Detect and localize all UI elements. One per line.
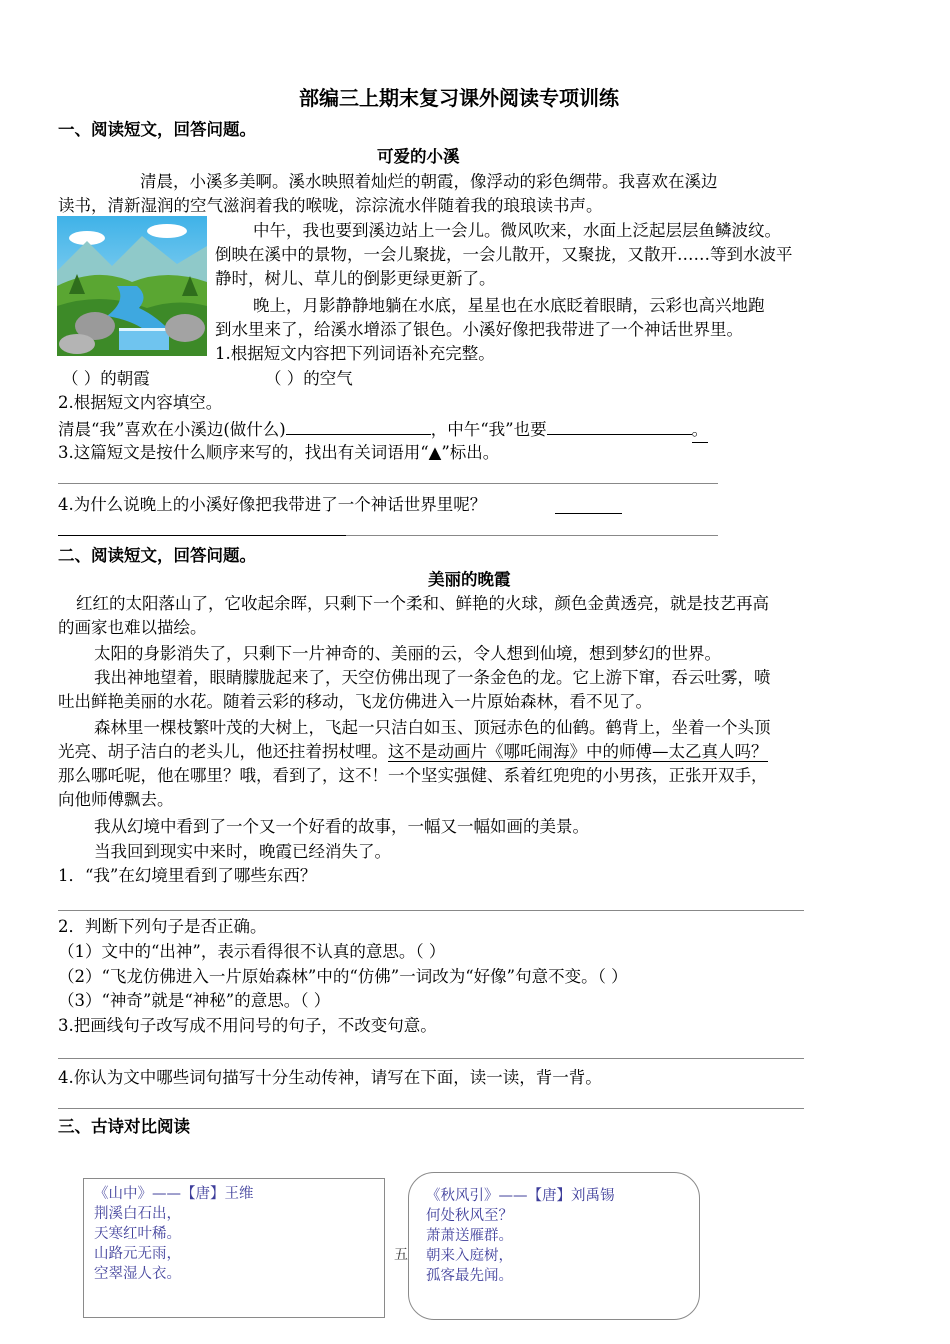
passage-1-line: 清晨，小溪多美啊。溪水映照着灿烂的朝霞，像浮动的彩色绸带。我喜欢在溪边 [140,172,718,191]
question-2-4: 4.你认为文中哪些词句描写十分生动传神，请写在下面，读一读，背一背。 [58,1068,602,1087]
poem-title: 《秋风引》——【唐】刘禹锡 [426,1188,615,1204]
passage-1-title: 可爱的小溪 [377,147,460,166]
answer-blank[interactable] [547,416,692,435]
passage-2-line: 那么哪吒呢，他在哪里？哦，看到了，这不！一个坚实强健、系着红兜兜的小男孩，正张开双手， [58,766,768,785]
poem-line: 山路元无雨， [94,1246,181,1262]
passage-2-line: 向他师傅飘去。 [58,790,174,809]
judgement-item[interactable]: （2）“飞龙仿佛进入一片原始森林”中的“仿佛”一词改为“好像”句意不变。（ ） [58,967,628,986]
passage-1-line: 读书，清新湿润的空气滋润着我的喉咙，淙淙流水伴随着我的琅琅读书声。 [58,196,603,215]
poem-line: 萧萧送雁群。 [426,1228,513,1244]
poem-line: 空翠湿人衣。 [94,1266,181,1282]
passage-2-line: 太阳的身影消失了，只剩下一片神奇的、美丽的云，令人想到仙境，想到梦幻的世界。 [94,644,721,663]
passage-1-line: 晚上，月影静静地躺在水底，星星也在水底眨着眼睛，云彩也高兴地跑 [253,296,765,315]
passage-2-line: 我出神地望着，眼睛朦胧起来了，天空仿佛出现了一条金色的龙。它上游下窜，吞云吐雾，喷 [94,668,771,687]
poem-line: 朝来入庭树， [426,1248,513,1264]
answer-line[interactable] [555,513,622,514]
passage-2-line: 吐出鲜艳美丽的水花。随着云彩的移动，飞龙仿佛进入一片原始森林，看不见了。 [58,692,652,711]
judgement-item[interactable]: （3）“神奇”就是“神秘”的意思。（ ） [58,991,331,1010]
poem-line: 荆溪白石出， [94,1206,181,1222]
stray-character: 五 [394,1247,408,1263]
poem-2 [426,1186,615,1286]
question-1-3: 3.这篇短文是按什么顺序来写的，找出有关词语用“▲”标出。 [58,443,500,462]
answer-blank[interactable]: （ ）的朝霞 [62,369,150,388]
poem-line: 天寒红叶稀。 [94,1226,181,1242]
passage-2-line [58,740,768,764]
question-1-4: 4.为什么说晚上的小溪好像把我带进了一个神话世界里呢？ [58,495,487,514]
passage-2-line: 我从幻境中看到了一个又一个好看的故事，一幅又一幅如画的美景。 [94,817,589,836]
question-2-2: 2．判断下列句子是否正确。 [58,917,267,936]
section-3-heading: 三、古诗对比阅读 [58,1117,190,1136]
question-2-3: 3.把画线句子改写成不用问号的句子，不改变句意。 [58,1016,437,1035]
underlined-sentence: 这不是动画片《哪吒闹海》中的师傅—太乙真人吗？ [388,742,768,761]
poem-1 [94,1184,254,1284]
answer-line[interactable] [58,535,346,536]
passage-1-line: 到水里来了，给溪水增添了银色。小溪好像把我带进了一个神话世界里。 [215,320,743,339]
stream-landscape-illustration [57,216,207,356]
passage-2-line: 的画家也难以描绘。 [58,618,207,637]
answer-blank[interactable]: （ ）的空气 [265,369,353,388]
question-1-1: 1.根据短文内容把下列词语补充完整。 [215,344,495,363]
question-1-2: 2.根据短文内容填空。 [58,393,223,412]
passage-2-line: 当我回到现实中来时，晚霞已经消失了。 [94,842,391,861]
sentence-text: 光亮、胡子洁白的老头儿，他还拄着拐杖哩。 [58,742,388,761]
passage-1-line: 中午，我也要到溪边站上一会儿。微风吹来，水面上泛起层层鱼鳞波纹。 [253,221,781,240]
poem-title: 《山中》——【唐】王维 [94,1186,254,1202]
judgement-item[interactable]: （1）文中的“出神”，表示看得很不认真的意思。（ ） [58,942,446,961]
section-1-heading: 一、阅读短文，回答问题。 [58,120,256,139]
answer-line[interactable] [58,1108,804,1109]
answer-line[interactable] [58,483,718,484]
answer-blank[interactable] [286,416,431,435]
passage-2-line: 森林里一棵枝繁叶茂的大树上，飞起一只洁白如玉、顶冠赤色的仙鹤。鹤背上，坐着一个头顶 [94,718,771,737]
passage-2-title: 美丽的晚霞 [428,570,511,589]
fill-text: 清晨“我”喜欢在小溪边(做什么) [58,420,286,439]
poem-line: 孤客最先闻。 [426,1268,513,1284]
passage-1-line: 倒映在溪中的景物，一会儿聚拢，一会儿散开，又聚拢，又散开……等到水波平 [215,245,793,264]
section-2-heading: 二、阅读短文，回答问题。 [58,546,256,565]
passage-2-line: 红红的太阳落山了，它收起余晖，只剩下一个柔和、鲜艳的火球，颜色金黄透亮，就是技艺再高 [76,594,769,613]
passage-1-line: 静时，树儿、草儿的倒影更绿更新了。 [215,269,496,288]
page-title: 部编三上期末复习课外阅读专项训练 [299,86,619,110]
answer-line[interactable] [58,1058,804,1059]
question-1-2-fill [58,416,708,443]
poem-line: 何处秋风至？ [426,1208,513,1224]
fill-text: ，中午“我”也要 [430,420,547,439]
answer-line[interactable] [346,535,718,536]
question-2-1: 1．“我”在幻境里看到了哪些东西？ [58,866,317,885]
fill-text: 。 [692,418,709,443]
answer-line[interactable] [58,910,804,911]
